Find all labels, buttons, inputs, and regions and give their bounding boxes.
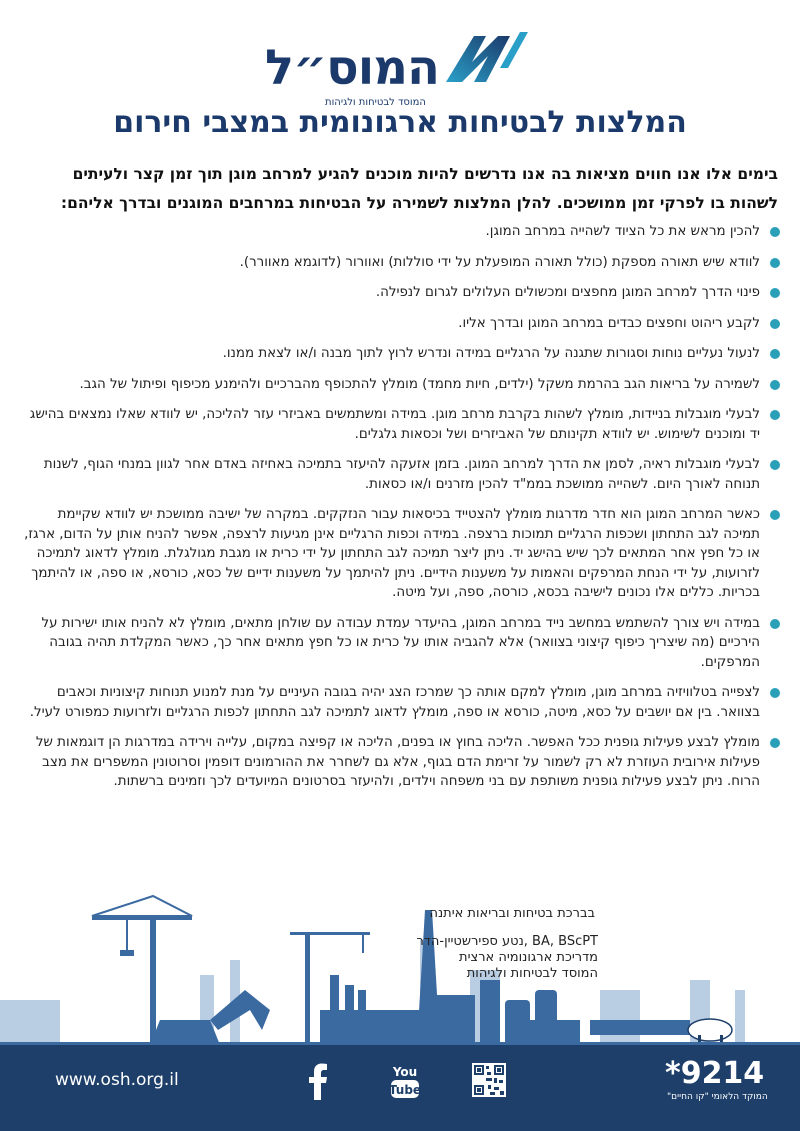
bullet-icon xyxy=(770,738,780,748)
intro-line: בימים אלו אנו חווים מציאות בה אנו נדרשים להיות מוכנים להגיע למרחב מוגן תוך זמן קצר ולעיתים xyxy=(72,165,778,183)
bullet-icon xyxy=(770,258,780,268)
list-item: לבעלי מוגבלות בניידות, מומלץ לשהות בקרבת מרחב מוגן. במידה ומשתמשים באביזרי עזר להליכה, יש לוודא שאלו נמצאים בהישג יד ומוכנים לשימוש. יש לוודא תקינותם של האביזרים ושל וכסאות גלגלים. xyxy=(20,405,782,444)
bullet-icon xyxy=(770,460,780,470)
facebook-icon[interactable] xyxy=(305,1062,331,1100)
list-item: להכין מראש את כל הציוד לשהייה במרחב המוגן. xyxy=(20,222,782,242)
logo-tagline: המוסד לבטיחות ולגיהות xyxy=(325,97,426,108)
list-item: כאשר המרחב המוגן הוא חדר מדרגות מומלץ להצטייד בכיסאות עבור הנזקקים. במקרה של ישיבה ממושכת יש לוודא שקיימת תמיכה לגב התחתון ושכפות הרגליים תמוכות ברצפה. במידה וכפות הרגליים אינן מגיעות לרצפה, אפשר להניח אותן על הדום, ארגז, או כל חפץ אחר המתאים לכך שיש בהישג יד. ניתן ליצר תמיכה לגב התחתון על ידי כרית או מגבת מגולגלת. מומלץ לדאוג לתמיכה לזרועות, על ידי הנחת המרפקים והאמות על משענות הידיים. ניתן להיתמך על משענות ידיים של כסא, כורסא, או ספה, או להיתמך בכריות. כללים אלו נכונים לישיבה בכסא, כורסה, ספה, ועל מיטה. xyxy=(20,505,782,603)
bullet-icon xyxy=(770,410,780,420)
svg-text:You: You xyxy=(392,1065,418,1079)
qr-code-icon[interactable] xyxy=(472,1063,506,1097)
signer-name: BA, BScPT ,נטע ספירשטיין-הדר xyxy=(416,934,598,949)
signer-block xyxy=(416,934,598,982)
recommendations-list xyxy=(20,222,782,803)
intro-paragraph xyxy=(18,160,778,218)
list-item: לקבע ריהוט וחפצים כבדים במרחב המוגן ובדרך אליו. xyxy=(20,314,782,334)
list-item: פינוי הדרך למרחב המוגן מחפצים ומכשולים העלולים לגרום לנפילה. xyxy=(20,283,782,303)
bullet-icon xyxy=(770,688,780,698)
list-item: במידה ויש צורך להשתמש במחשב נייד במרחב המוגן, בהיעדר עמדת עבודה עם שולחן מתאים, מומלץ לא להניח אותו ישירות על הירכיים (מה שיצריך כיפוף קיצוני בצוואר) אלא להגביה אותו על כרית או כל חפץ מתאים אחר כך, כאשר המקלדת תהיה בגובה המרפקים. xyxy=(20,614,782,673)
bullet-icon xyxy=(770,227,780,237)
bullet-icon xyxy=(770,510,780,520)
signoff-text: בברכת בטיחות ובריאות איתנה xyxy=(429,906,595,921)
website-link[interactable]: www.osh.org.il xyxy=(55,1070,179,1090)
list-item: מומלץ לבצע פעילות גופנית ככל האפשר. הליכה בחוץ או בפנים, הליכה או קפיצה במקום, עלייה וירידה במדרגות הן דוגמאות של פעילות אירובית העוזרת לא רק לשמור על זרימת הדם בגוף, אלא גם לשחרר את ההורמונים דופמין וסרוטונין המשפרים את מצב הרוח. ניתן לבצע פעילות גופנית משותפת עם בני משפחה וילדים, ולהיעזר בסרטונים המיועדים לכך וזמינים ברשתות. xyxy=(20,733,782,792)
signer-org: המוסד לבטיחות ולגיהות xyxy=(466,966,598,981)
list-item: לצפייה בטלוויזיה במרחב מוגן, מומלץ למקם אותה כך שמרכז הצג יהיה בגובה העיניים על מנת למנוע תנוחות קיצוניות וכאבים בצוואר. בין אם יושבים על כסא, מיטה, כורסא או ספה, מומלץ לדאוג לתמיכה לגב התחתון לכפות הרגליים ולזרועות כמפורט לעיל. xyxy=(20,683,782,722)
bullet-icon xyxy=(770,380,780,390)
bullet-icon xyxy=(770,288,780,298)
bullet-icon xyxy=(770,619,780,629)
bullet-icon xyxy=(770,349,780,359)
hotline-label: המוקד הלאומי "קו החיים" xyxy=(667,1092,768,1102)
logo-mark-icon xyxy=(444,28,529,86)
list-item: לשמירה על בריאות הגב בהרמת משקל (ילדים, חיות מחמד) מומלץ להתכופף מהברכיים ולהימנע מכיפוף ופיתול של הגב. xyxy=(20,375,782,395)
industrial-scene-illustration xyxy=(0,880,800,1055)
bullet-icon xyxy=(770,319,780,329)
youtube-icon[interactable] xyxy=(388,1062,422,1100)
list-item: לנעול נעליים נוחות וסגורות שתגנה על הרגליים במידה ונדרש לרוץ לתוך מבנה ו/או לצאת ממנו. xyxy=(20,344,782,364)
svg-text:Tube: Tube xyxy=(388,1083,422,1097)
hotline-number[interactable]: *9214 xyxy=(665,1056,765,1091)
signer-role: מדריכת ארגונומיה ארצית xyxy=(459,950,598,965)
logo-name: המוס״ל xyxy=(265,40,439,96)
header xyxy=(0,22,800,108)
list-item: לבעלי מוגבלות ראיה, לסמן את הדרך למרחב המוגן. בזמן אזעקה להיעזר בתמיכה באחיזה באדם אחר לגוון במנחי הגוף, לשנות תנוחה לאורך היום. לשהייה ממושכת בממ"ד להכין מזרנים ו/או כסאות. xyxy=(20,455,782,494)
intro-line: לשהות בו לפרקי זמן ממושכים. להלן המלצות לשמירה על הבטיחות במרחבים המוגנים ובדרך אליהם: xyxy=(60,194,778,212)
page-title: המלצות לבטיחות ארגונומית במצבי חירום xyxy=(113,105,687,140)
list-item: לוודא שיש תאורה מספקת (כולל תאורה המופעלת על ידי סוללות) ואוורור (לדוגמא מאוורר). xyxy=(20,253,782,273)
